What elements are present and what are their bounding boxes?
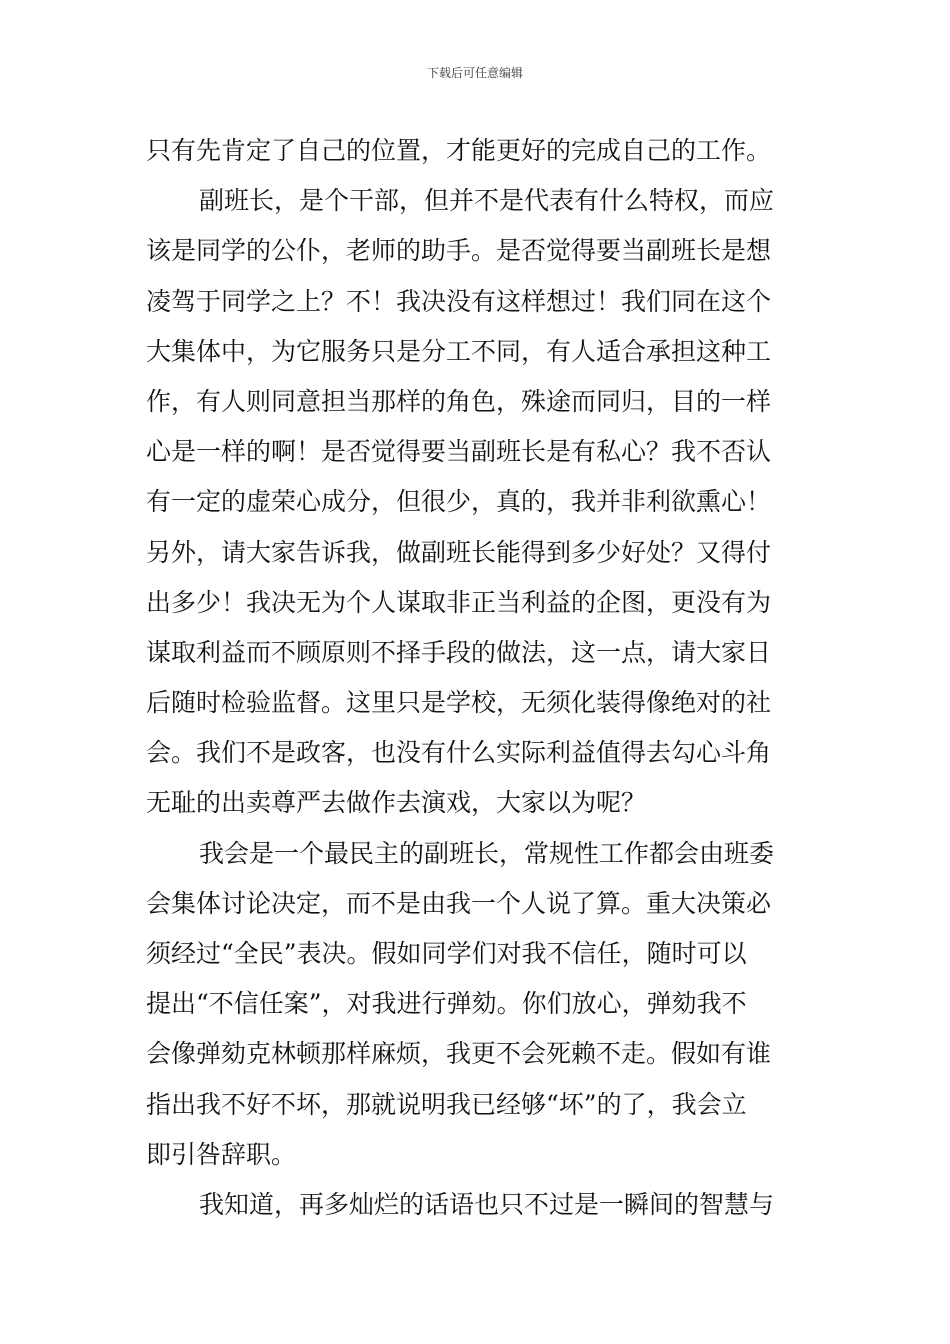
text-line: 会集体讨论决定，而不是由我一个人说了算。重大决策必 [146,888,772,918]
text-line: 副班长，是个干部，但并不是代表有什么特权，而应 [199,186,775,216]
text-line: 大集体中，为它服务只是分工不同，有人适合承担这种工 [146,336,772,366]
text-line: 出多少！我决无为个人谋取非正当利益的企图，更没有为 [146,587,772,617]
text-line: 谋取利益而不顾原则不择手段的做法，这一点，请大家日 [146,637,772,667]
page-header: 下载后可任意编辑 [426,66,523,80]
text-line: 作，有人则同意担当那样的角色，殊途而同归，目的一样 [146,386,772,416]
text-line: 后随时检验监督。这里只是学校，无须化装得像绝对的社 [146,688,772,718]
text-line: 该是同学的公仆，老师的助手。是否觉得要当副班长是想 [146,236,772,266]
text-line: 须经过“全民”表决。假如同学们对我不信任，随时可以 [146,939,747,968]
text-line: 另外，请大家告诉我，做副班长能得到多少好处？又得付 [146,537,772,567]
text-line: 我会是一个最民主的副班长，常规性工作都会由班委 [199,838,775,868]
text-line: 会像弹劾克林顿那样麻烦，我更不会死赖不走。假如有谁 [146,1039,772,1069]
text-line: 提出“不信任案”，对我进行弹劾。你们放心，弹劾我不 [146,989,747,1019]
text-line: 有一定的虚荣心成分，但很少，真的，我并非利欲熏心！ [146,487,772,517]
text-line: 即引咎辞职。 [146,1139,297,1169]
text-line: 会。我们不是政客，也没有什么实际利益值得去勾心斗角 [146,738,772,768]
text-line: 只有先肯定了自己的位置，才能更好的完成自己的工作。 [146,136,772,165]
text-line: 无耻的出卖尊严去做作去演戏，大家以为呢？ [146,788,647,818]
text-line: 心是一样的啊！是否觉得要当副班长是有私心？我不否认 [146,437,772,467]
text-line: 我知道，再多灿烂的话语也只不过是一瞬间的智慧与 [199,1189,775,1219]
text-line: 凌驾于同学之上？不！我决没有这样想过！我们同在这个 [146,286,772,316]
body-text [146,126,808,1230]
text-line: 指出我不好不坏，那就说明我已经够“坏”的了，我会立 [146,1089,747,1119]
